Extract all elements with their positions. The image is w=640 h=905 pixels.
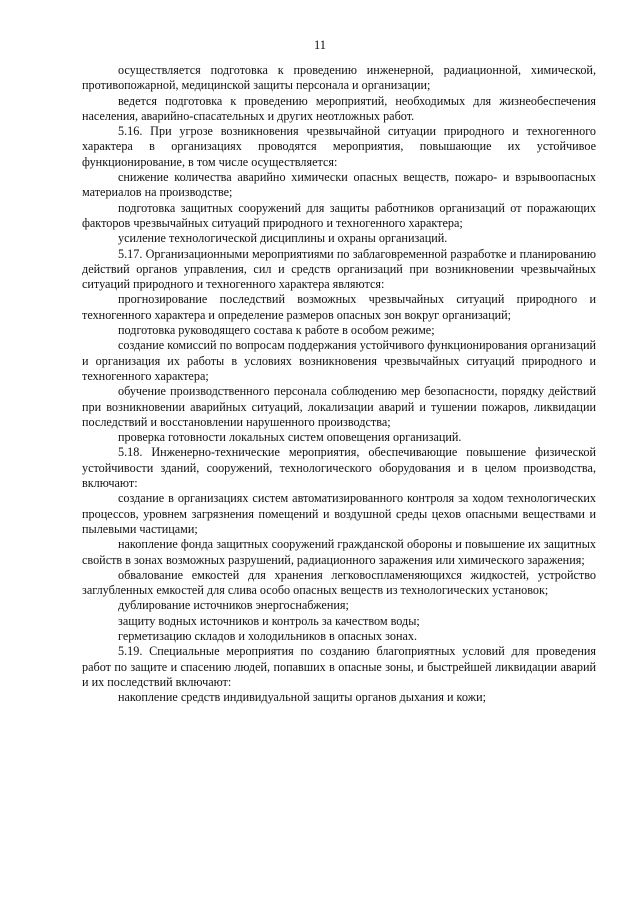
paragraph: ведется подготовка к проведению мероприятий, необходимых для жизнеобеспечения населения, аварийно-спасательных и других неотложных работ. <box>82 93 596 123</box>
paragraph: подготовка защитных сооружений для защиты работников организаций от поражающих факторов чрезвычайных ситуаций природного и техногенного характера; <box>82 200 596 230</box>
paragraph: создание комиссий по вопросам поддержания устойчивого функционирования организаций и организация их работы в условиях возникновения чрезвычайных ситуаций природного и техногенного характера; <box>82 338 596 383</box>
paragraph: 5.19. Специальные мероприятия по созданию благоприятных условий для проведения работ по защите и спасению людей, попавших в опасные зоны, и быстрейшей ликвидации аварий и их последствий включают: <box>82 644 596 689</box>
paragraph: 5.18. Инженерно-технические мероприятия, обеспечивающие повышение физической устойчивости зданий, сооружений, технологического оборудования и в целом производства, включают: <box>82 445 596 491</box>
paragraph: 5.16. При угрозе возникновения чрезвычайной ситуации природного и техногенного характера в организациях проводятся мероприятия, повышающие их устойчивое функционирование, в том числе осуществляется: <box>82 124 596 169</box>
paragraph: усиление технологической дисциплины и охраны организаций. <box>118 231 448 246</box>
paragraph: обучение производственного персонала соблюдению мер безопасности, порядку действий при возникновении аварийных ситуаций, локализации аварий и тушении пожаров, ликвидации последствий и восстановлении нарушенного производства; <box>82 384 596 429</box>
page-number: 11 <box>313 38 327 52</box>
paragraph: обвалование емкостей для хранения легковоспламеняющихся жидкостей, устройство заглубленных емкостей для слива особо опасных веществ из технологических установок; <box>82 567 596 598</box>
paragraph: создание в организациях систем автоматизированного контроля за ходом технологических процессов, уровнем загрязнения помещений и воздушной среды цехов опасными веществами и пылевыми частицами; <box>82 491 596 536</box>
paragraph: дублирование источников энергоснабжения; <box>118 598 349 613</box>
paragraph: накопление фонда защитных сооружений гражданской обороны и повышение их защитных свойств в зонах возможных разрушений, радиационного заражения или химического заражения; <box>82 537 596 567</box>
page-body <box>82 63 596 705</box>
paragraph: накопление средств индивидуальной защиты органов дыхания и кожи; <box>118 690 486 705</box>
paragraph: осуществляется подготовка к проведению инженерной, радиационной, химической, противопожарной, медицинской защиты персонала и организации; <box>82 63 596 93</box>
paragraph: прогнозирование последствий возможных чрезвычайных ситуаций природного и техногенного характера и определение размеров опасных зон вокруг организаций; <box>82 292 596 322</box>
paragraph: 5.17. Организационными мероприятиями по заблаговременной разработке и планированию действий органов управления, сил и средств организаций при возникновении чрезвычайных ситуаций природного и техногенного характера являются: <box>82 246 596 292</box>
paragraph: защиту водных источников и контроль за качеством воды; <box>118 613 420 628</box>
paragraph: подготовка руководящего состава к работе в особом режиме; <box>118 323 435 338</box>
paragraph: герметизацию складов и холодильников в опасных зонах. <box>118 628 418 643</box>
paragraph: снижение количества аварийно химически опасных веществ, пожаро- и взрывоопасных материалов на производстве; <box>82 170 596 200</box>
paragraph: проверка готовности локальных систем оповещения организаций. <box>118 430 462 445</box>
